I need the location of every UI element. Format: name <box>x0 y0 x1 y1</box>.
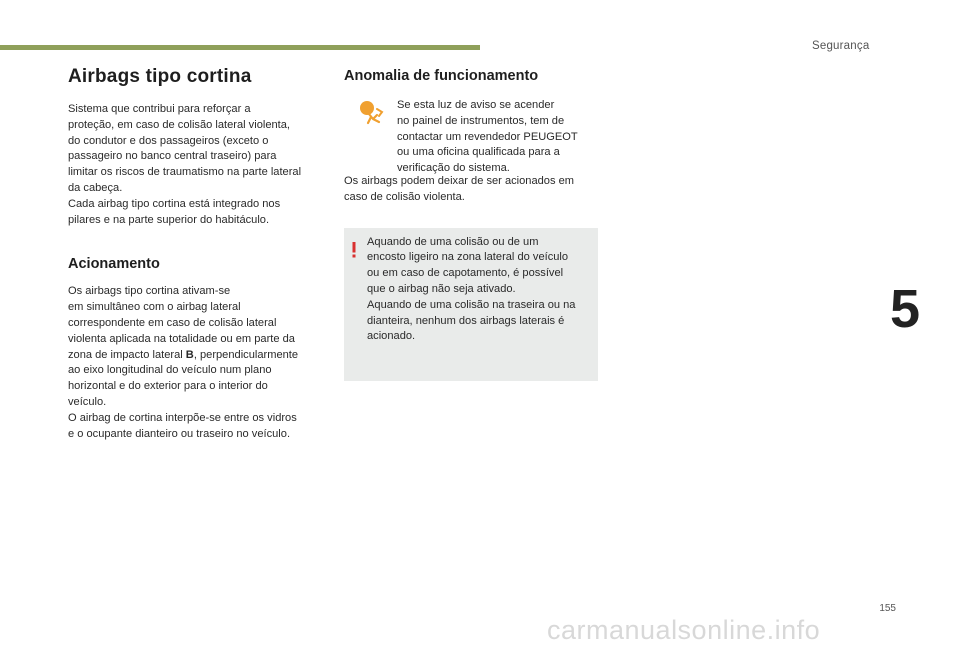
right-column <box>344 68 600 381</box>
page-title: Airbags tipo cortina <box>68 66 252 87</box>
page-number: 155 <box>879 603 896 614</box>
warning-light-text: Se esta luz de aviso se acender no painel de instrumentos, tem de contactar um revendedor PEUGEOT ou uma oficina qualificada para a verificação do sistema. <box>397 99 578 175</box>
deactivation-paragraph: Os airbags podem deixar de ser acionados em caso de colisão violenta. <box>344 175 575 203</box>
activation-text-part1: Os airbags tipo cortina ativam-se em simultâneo com o airbag lateral correspondente em caso de colisão lateral violenta aplicada na totalidade ou em parte da zona de impacto lateral <box>68 285 295 361</box>
note-box <box>344 228 598 381</box>
left-column <box>68 66 330 442</box>
airbag-warning-icon <box>358 100 384 126</box>
impact-zone-letter: B <box>185 348 194 361</box>
header-accent-bar <box>0 45 480 50</box>
activation-text-part2: , perpendicularmente ao eixo longitudinal do veículo num plano horizontal e do exterior para o interior do veículo. O airbag de cortina interpõe-se entre os vidros e o ocupante dianteiro ou traseiro no veículo. <box>68 348 299 440</box>
exclamation-icon <box>351 242 357 258</box>
activation-paragraph <box>68 284 330 442</box>
chapter-number: 5 <box>890 279 921 339</box>
activation-heading: Acionamento <box>68 256 160 273</box>
watermark: carmanualsonline.info <box>547 615 821 645</box>
intro-paragraph: Sistema que contribui para reforçar a proteção, em caso de colisão lateral violenta, do condutor e dos passageiros (exceto o passageiro no banco central traseiro) para limitar os riscos de traumatismo na parte lateral da cabeça. Cada airbag tipo cortina está integrado nos pilares e na parte superior do habitáculo. <box>68 103 302 226</box>
warning-light-row <box>344 98 600 174</box>
section-label: Segurança <box>812 40 870 52</box>
malfunction-heading: Anomalia de funcionamento <box>344 68 539 84</box>
note-text: Aquando de uma colisão ou de um encosto ligeiro na zona lateral do veículo ou em caso de capotamento, é possível que o airbag não seja ativado. Aquando de uma colisão na traseira ou na dianteira, nenhum dos airbags laterais é acionado. <box>367 235 576 343</box>
